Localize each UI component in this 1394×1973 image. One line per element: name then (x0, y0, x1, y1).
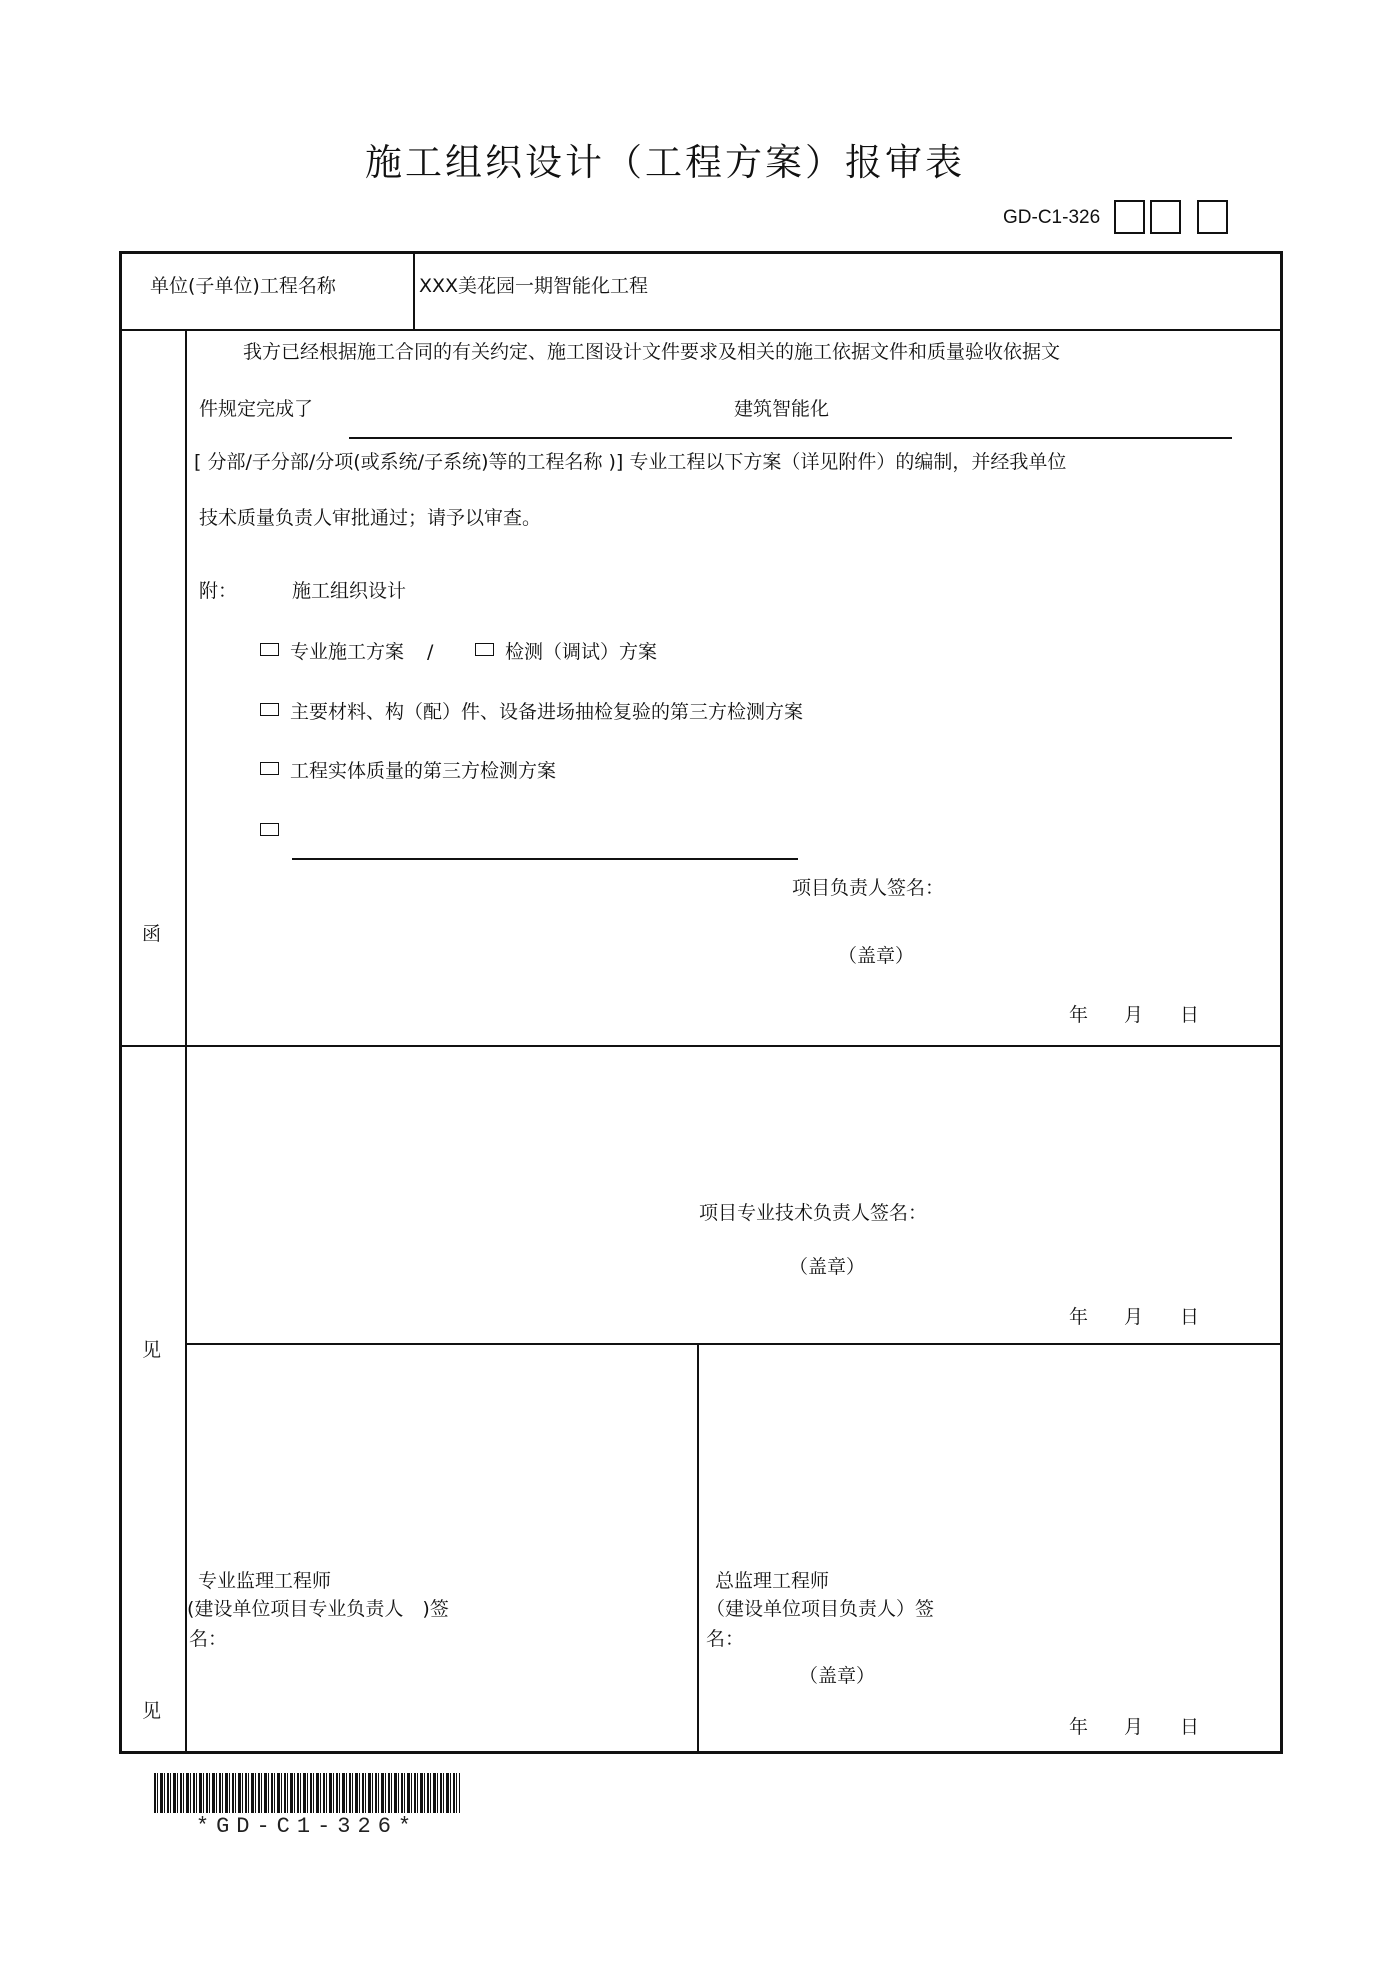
other-blank-line[interactable] (292, 858, 798, 860)
project-manager-signature-label: 项目负责人签名： (792, 877, 945, 899)
section1-paragraph-line3: [ 分部/子分部/分项(或系统/子系统)等的工程名称 )] 专业工程以下方案（详见附件）的编制，并经我单位 (194, 451, 1067, 473)
option-material-test-plan: 主要材料、构（配）件、设备进场抽检复验的第三方检测方案 (290, 701, 804, 723)
barcode (154, 1773, 460, 1839)
supervisor-engineer-line3: 名： (189, 1628, 228, 1650)
checkbox-special-plan[interactable] (260, 643, 279, 656)
chief-supervisor-line3: 名： (706, 1628, 745, 1650)
section1-date-year: 年 (1069, 1004, 1089, 1026)
technical-lead-signature-label: 项目专业技术负责人签名： (699, 1202, 928, 1224)
barcode-text: *GD-C1-326* (195, 1814, 419, 1839)
option-special-plan: 专业施工方案 (290, 641, 405, 663)
section2-side-label: 见 (142, 1339, 162, 1361)
work-type-blank-line (349, 437, 1232, 439)
option-separator: / (427, 641, 434, 663)
chief-supervisor-line2: （建设单位项目负责人）签 (706, 1598, 935, 1620)
section1-seal: （盖章） (838, 945, 915, 967)
section1-paragraph-line2: 件规定完成了 (199, 398, 314, 420)
attachment-label: 附： (199, 580, 238, 602)
checkbox-quality-test-plan[interactable] (260, 762, 279, 775)
section3-seal: （盖章） (799, 1665, 876, 1687)
section3-date-day: 日 (1180, 1716, 1200, 1738)
code-box-1 (1114, 200, 1145, 234)
project-name-label: 单位(子单位)工程名称 (150, 275, 336, 297)
section1-date-day: 日 (1180, 1004, 1200, 1026)
section1-date-month: 月 (1124, 1004, 1144, 1026)
section3-side-label: 见 (142, 1700, 162, 1722)
work-type-blank-value: 建筑智能化 (734, 398, 830, 420)
section2-date-month: 月 (1124, 1306, 1144, 1328)
chief-supervisor-line1: 总监理工程师 (715, 1570, 830, 1592)
section3-date-month: 月 (1124, 1716, 1144, 1738)
option-quality-test-plan: 工程实体质量的第三方检测方案 (290, 760, 557, 782)
checkbox-test-plan[interactable] (475, 643, 494, 656)
code-box-3 (1197, 200, 1228, 234)
supervisor-engineer-line2: (建设单位项目专业负责人 )签 (187, 1598, 449, 1620)
section3-date-year: 年 (1069, 1716, 1089, 1738)
section1-paragraph-line4: 技术质量负责人审批通过；请予以审查。 (199, 507, 542, 529)
code-box-2 (1150, 200, 1181, 234)
section1-side-label: 函 (142, 923, 162, 945)
barcode-bars (154, 1773, 460, 1813)
supervisor-engineer-line1: 专业监理工程师 (198, 1570, 332, 1592)
checkbox-material-test-plan[interactable] (260, 703, 279, 716)
option-test-plan: 检测（调试）方案 (505, 641, 658, 663)
section2-seal: （盖章） (789, 1256, 866, 1278)
form-code: GD-C1-326 (1003, 207, 1101, 228)
checkbox-other[interactable] (260, 823, 279, 836)
section2-date-day: 日 (1180, 1306, 1200, 1328)
section2-date-year: 年 (1069, 1306, 1089, 1328)
section1-paragraph-line1: 我方已经根据施工合同的有关约定、施工图设计文件要求及相关的施工依据文件和质量验收依据文 (243, 341, 1061, 363)
document-title: 施工组织设计（工程方案）报审表 (365, 141, 965, 184)
attachment-item: 施工组织设计 (292, 580, 407, 602)
project-name-value: XXX美花园一期智能化工程 (419, 275, 649, 297)
